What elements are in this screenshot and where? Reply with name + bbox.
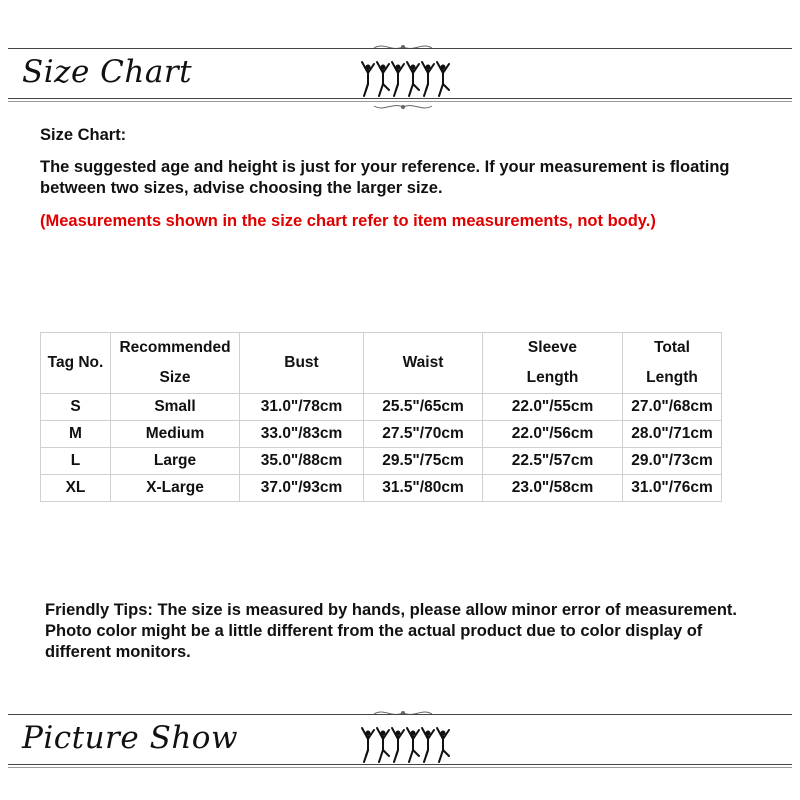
cell-size: X-Large — [111, 475, 240, 502]
cell-sleeve: 22.5"/57cm — [483, 448, 623, 475]
header-sleeve-length: Sleeve Length — [483, 333, 623, 394]
header-recommended-size: Recommended Size — [111, 333, 240, 394]
cell-tag: M — [41, 421, 111, 448]
table-row — [41, 394, 722, 421]
table-header-row — [41, 333, 722, 394]
cell-size: Medium — [111, 421, 240, 448]
size-chart-banner — [0, 40, 800, 120]
cell-waist: 25.5"/65cm — [364, 394, 483, 421]
header-waist: Waist — [364, 333, 483, 394]
ornament-icon — [372, 708, 434, 718]
cell-waist: 31.5"/80cm — [364, 475, 483, 502]
cell-tag: S — [41, 394, 111, 421]
header-bust: Bust — [240, 333, 364, 394]
cell-sleeve: 22.0"/55cm — [483, 394, 623, 421]
cell-waist: 27.5"/70cm — [364, 421, 483, 448]
measurement-warning: (Measurements shown in the size chart refer to item measurements, not body.) — [40, 212, 656, 230]
divider — [8, 764, 792, 765]
section-heading: Size Chart: — [40, 126, 127, 144]
friendly-tips: Friendly Tips: The size is measured by hands, please allow minor error of measurement. Photo color might be a little different from the actual product due to color display of different monitors. — [45, 601, 737, 661]
cell-bust: 33.0"/83cm — [240, 421, 364, 448]
banner-title: Size Chart — [22, 54, 193, 90]
divider — [8, 767, 792, 768]
reference-note: The suggested age and height is just for your reference. If your measurement is floating between two sizes, advise choosing the larger size. — [40, 158, 730, 197]
cell-size: Small — [111, 394, 240, 421]
table-row — [41, 448, 722, 475]
intro-section — [40, 126, 770, 231]
table-row — [41, 421, 722, 448]
cell-waist: 29.5"/75cm — [364, 448, 483, 475]
divider — [8, 48, 792, 49]
dancers-icon — [360, 56, 456, 98]
header-tag-no: Tag No. — [41, 333, 111, 394]
size-table — [40, 332, 722, 502]
cell-tag: XL — [41, 475, 111, 502]
cell-bust: 35.0"/88cm — [240, 448, 364, 475]
divider — [8, 98, 792, 99]
cell-total: 31.0"/76cm — [623, 475, 722, 502]
divider — [8, 714, 792, 715]
ornament-icon — [372, 102, 434, 112]
cell-total: 29.0"/73cm — [623, 448, 722, 475]
picture-show-banner — [0, 706, 800, 786]
cell-sleeve: 22.0"/56cm — [483, 421, 623, 448]
dancers-icon — [360, 722, 456, 764]
cell-bust: 37.0"/93cm — [240, 475, 364, 502]
cell-total: 27.0"/68cm — [623, 394, 722, 421]
ornament-icon — [372, 42, 434, 52]
cell-bust: 31.0"/78cm — [240, 394, 364, 421]
cell-sleeve: 23.0"/58cm — [483, 475, 623, 502]
banner-title: Picture Show — [22, 720, 238, 756]
table-row — [41, 475, 722, 502]
header-total-length: Total Length — [623, 333, 722, 394]
cell-total: 28.0"/71cm — [623, 421, 722, 448]
cell-tag: L — [41, 448, 111, 475]
cell-size: Large — [111, 448, 240, 475]
